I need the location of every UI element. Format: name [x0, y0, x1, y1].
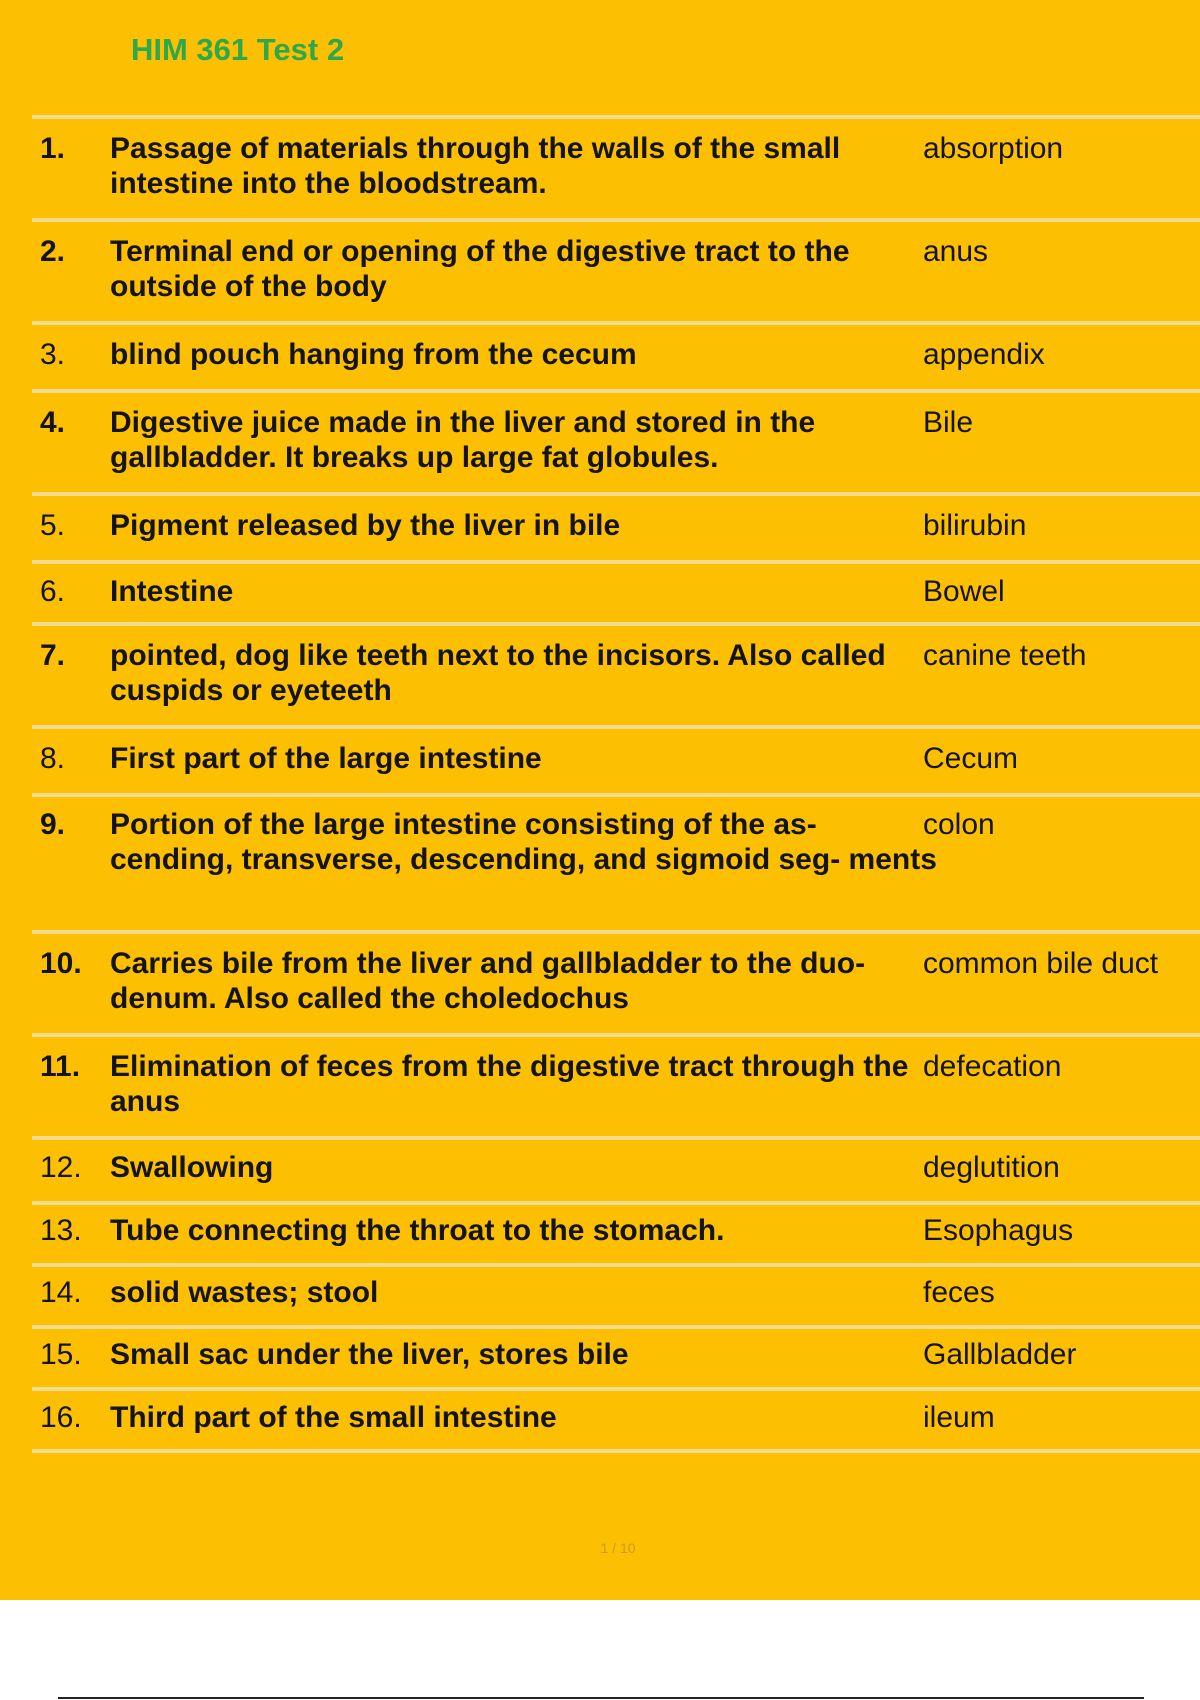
- row-term: Gallbladder: [923, 1338, 1077, 1371]
- table-row: [32, 934, 1200, 1033]
- flashcard-table: [32, 115, 1200, 1453]
- row-number: 8.: [40, 742, 66, 775]
- row-definition: Passage of materials through the walls of the small intestine into the bloodstream.: [110, 132, 841, 200]
- row-number: 2.: [40, 235, 66, 268]
- table-row: [32, 119, 1200, 218]
- row-number: 16.: [40, 1401, 82, 1434]
- row-definition: Tube connecting the throat to the stomach.: [110, 1214, 725, 1247]
- row-number: 6.: [40, 575, 66, 608]
- table-row: [32, 1037, 1200, 1136]
- row-definition: Swallowing: [110, 1151, 274, 1184]
- row-definition: Digestive juice made in the liver and stored in the gallbladder. It breaks up large fat globules.: [110, 406, 816, 474]
- table-row: [32, 325, 1200, 389]
- row-term: Cecum: [923, 742, 1019, 775]
- row-term: appendix: [923, 338, 1045, 371]
- table-row: [32, 1205, 1200, 1263]
- table-row: [32, 1391, 1200, 1449]
- page-indicator: 1 / 10: [600, 1540, 636, 1556]
- row-term: feces: [923, 1276, 995, 1309]
- table-row: [32, 729, 1200, 793]
- footer-rule: [58, 1697, 1144, 1699]
- row-definition: Pigment released by the liver in bile: [110, 509, 621, 542]
- row-term: anus: [923, 235, 989, 268]
- row-number: 4.: [40, 406, 66, 439]
- row-number: 14.: [40, 1276, 82, 1309]
- row-number: 15.: [40, 1338, 82, 1371]
- row-definition: Small sac under the liver, stores bile: [110, 1338, 629, 1371]
- table-row: [32, 797, 1200, 930]
- row-term: colon: [923, 808, 995, 841]
- row-term: defecation: [923, 1050, 1062, 1083]
- row-definition: solid wastes; stool: [110, 1276, 379, 1309]
- row-definition: First part of the large intestine: [110, 742, 542, 775]
- row-definition: pointed, dog like teeth next to the incisors. Also called cuspids or eyeteeth: [110, 639, 886, 707]
- row-term: Bile: [923, 406, 974, 439]
- table-row: [32, 222, 1200, 321]
- row-definition: Third part of the small intestine: [110, 1401, 557, 1434]
- row-definition: Terminal end or opening of the digestive tract to the outside of the body: [110, 235, 850, 303]
- table-row: [32, 496, 1200, 560]
- row-term: common bile duct: [923, 947, 1159, 980]
- row-divider: [32, 1449, 1200, 1453]
- row-term: bilirubin: [923, 509, 1027, 542]
- row-number: 3.: [40, 338, 66, 371]
- row-number: 5.: [40, 509, 66, 542]
- table-row: [32, 626, 1200, 725]
- row-number: 9.: [40, 808, 66, 841]
- row-number: 12.: [40, 1151, 82, 1184]
- row-term: Bowel: [923, 575, 1005, 608]
- row-term: Esophagus: [923, 1214, 1074, 1247]
- row-number: 11.: [40, 1050, 81, 1083]
- row-term: canine teeth: [923, 639, 1087, 672]
- page-title: HIM 361 Test 2: [131, 32, 345, 67]
- row-term: deglutition: [923, 1151, 1060, 1184]
- row-number: 10.: [40, 947, 82, 980]
- row-number: 13.: [40, 1214, 82, 1247]
- row-definition: Elimination of feces from the digestive tract through the anus: [110, 1050, 909, 1118]
- row-definition: Intestine: [110, 575, 234, 608]
- row-term: absorption: [923, 132, 1064, 165]
- row-definition: Carries bile from the liver and gallbladder to the duo- denum. Also called the choledochus: [110, 947, 866, 1015]
- row-number: 1.: [40, 132, 66, 165]
- table-row: [32, 1267, 1200, 1325]
- row-definition: Portion of the large intestine consisting of the as- cending, transverse, descending, and sigmoid seg- ments: [110, 808, 937, 876]
- table-row: [32, 393, 1200, 492]
- table-row: [32, 564, 1200, 622]
- row-number: 7.: [40, 639, 66, 672]
- row-definition: blind pouch hanging from the cecum: [110, 338, 637, 371]
- table-row: [32, 1329, 1200, 1387]
- row-term: ileum: [923, 1401, 995, 1434]
- table-row: [32, 1140, 1200, 1201]
